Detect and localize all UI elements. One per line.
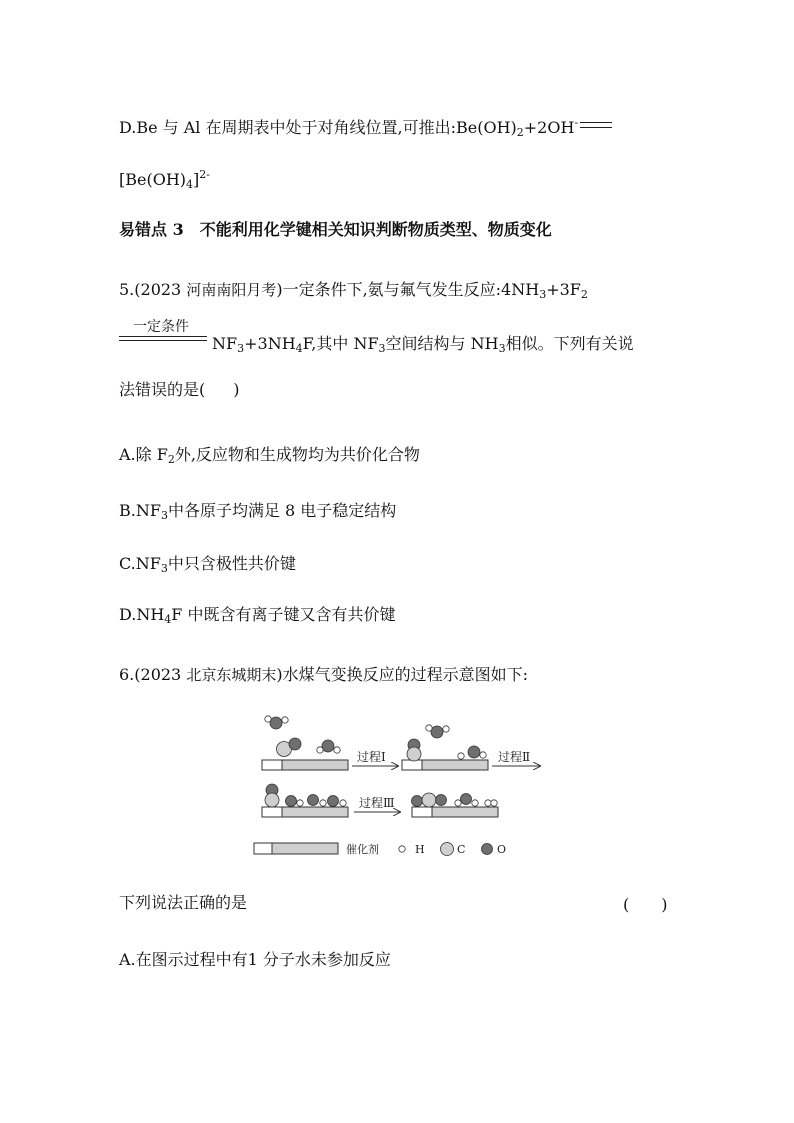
question-stem: +3F [546,280,581,299]
panel-final [412,793,499,817]
subscript: 3 [539,288,547,301]
step2-label: 过程Ⅱ [498,750,531,764]
equals-sign [580,122,612,128]
q6-option-a: A.在图示过程中有1 分子水未参加反应 [119,950,391,969]
co-molecule [277,738,302,757]
superscript: - [574,116,579,129]
option-text: A.除 F [119,445,168,464]
question-stem: 一定条件下,氨与氟气发生反应:4NH [282,280,540,299]
formula-text: [Be(OH) [119,170,187,189]
option-text: 中只含极性共价键 [167,554,296,573]
reaction-condition: 一定条件 [133,319,189,335]
water-molecule [265,716,288,729]
legend-c-swatch [441,843,454,856]
question-stem: 相似。下列有关说 [505,334,634,353]
option-text: C.NF [119,554,161,573]
subscript: 4 [295,342,303,355]
source-paren: (2023 [134,665,187,684]
diagram-legend [254,842,506,856]
legend-catalyst-swatch [254,843,272,854]
question-stem: 法错误的是( [119,380,206,399]
subscript: 3 [160,562,168,575]
q5-option-c [119,554,296,579]
legend-h-label: H [415,843,425,856]
q6-stem [119,665,528,685]
q5-stem-line2 [212,334,634,359]
q5-option-a [119,445,420,470]
option-text: 中各原子均满足 8 电子稳定结构 [167,501,397,520]
question-number: 5. [119,280,135,299]
panel-initial [262,716,348,770]
option-text: 外,反应物和生成物均为共价化合物 [174,445,420,464]
prev-option-d-continued [119,165,210,195]
q5-stem-line3 [119,380,240,400]
legend-o-label: O [497,843,507,856]
legend-c-label: C [457,843,466,856]
superscript: 2- [199,168,210,181]
question-stem: 空间结构与 NH [385,334,499,353]
q5-option-d [119,605,396,630]
question-stem: NF [212,334,238,353]
question-stem: F,其中 NF [302,334,379,353]
subscript: 3 [498,342,506,355]
option-text: F 中既含有离子键又含有共价键 [171,605,396,624]
reaction-arrow [119,316,207,346]
subscript: 4 [164,613,172,626]
step3-label: 过程Ⅲ [359,796,395,810]
prev-option-d [119,113,612,143]
subscript: 2 [580,288,588,301]
subscript: 2 [167,453,175,466]
reaction-process-diagram [0,700,794,880]
formula-text: ] [193,170,200,189]
section-heading: 易错点 3 不能利用化学键相关知识判断物质类型、物质变化 [119,220,552,239]
option-label: D. [119,118,137,137]
question-stem: 水煤气变换反应的过程示意图如下: [282,665,528,684]
source-paren: ) [276,665,283,684]
option-text: Be 与 Al 在周期表中处于对角线位置,可推出:Be(OH) [136,118,517,137]
q5-option-b [119,501,396,526]
subscript: 4 [186,178,194,191]
subscript: 3 [237,342,245,355]
option-text: +2OH [523,118,575,137]
question-source: 河南南阳月考 [186,281,277,299]
legend-o-swatch [482,844,493,855]
panel-after-step2 [262,784,348,817]
q5-stem-line1 [119,280,588,305]
q6-prompt: 下列说法正确的是 [119,893,248,912]
subscript: 3 [378,342,386,355]
subscript: 2 [516,126,524,139]
legend-catalyst-label: 催化剂 [346,843,379,856]
answer-blank[interactable]: ( ) [623,895,668,914]
source-paren: (2023 [134,280,187,299]
option-text: D.NH [119,605,165,624]
question-number: 6. [119,665,135,684]
question-stem: +3NH [244,334,296,353]
question-source: 北京东城期末 [186,666,277,684]
reaction-equals-bar [119,336,207,341]
subscript: 3 [160,509,168,522]
option-text: B.NF [119,501,161,520]
water-molecule [317,740,340,753]
step1-label: 过程Ⅰ [357,750,386,764]
source-paren: ) [276,280,283,299]
panel-after-step1 [402,725,488,770]
question-stem: ) [233,380,240,399]
legend-h-swatch [399,846,405,852]
